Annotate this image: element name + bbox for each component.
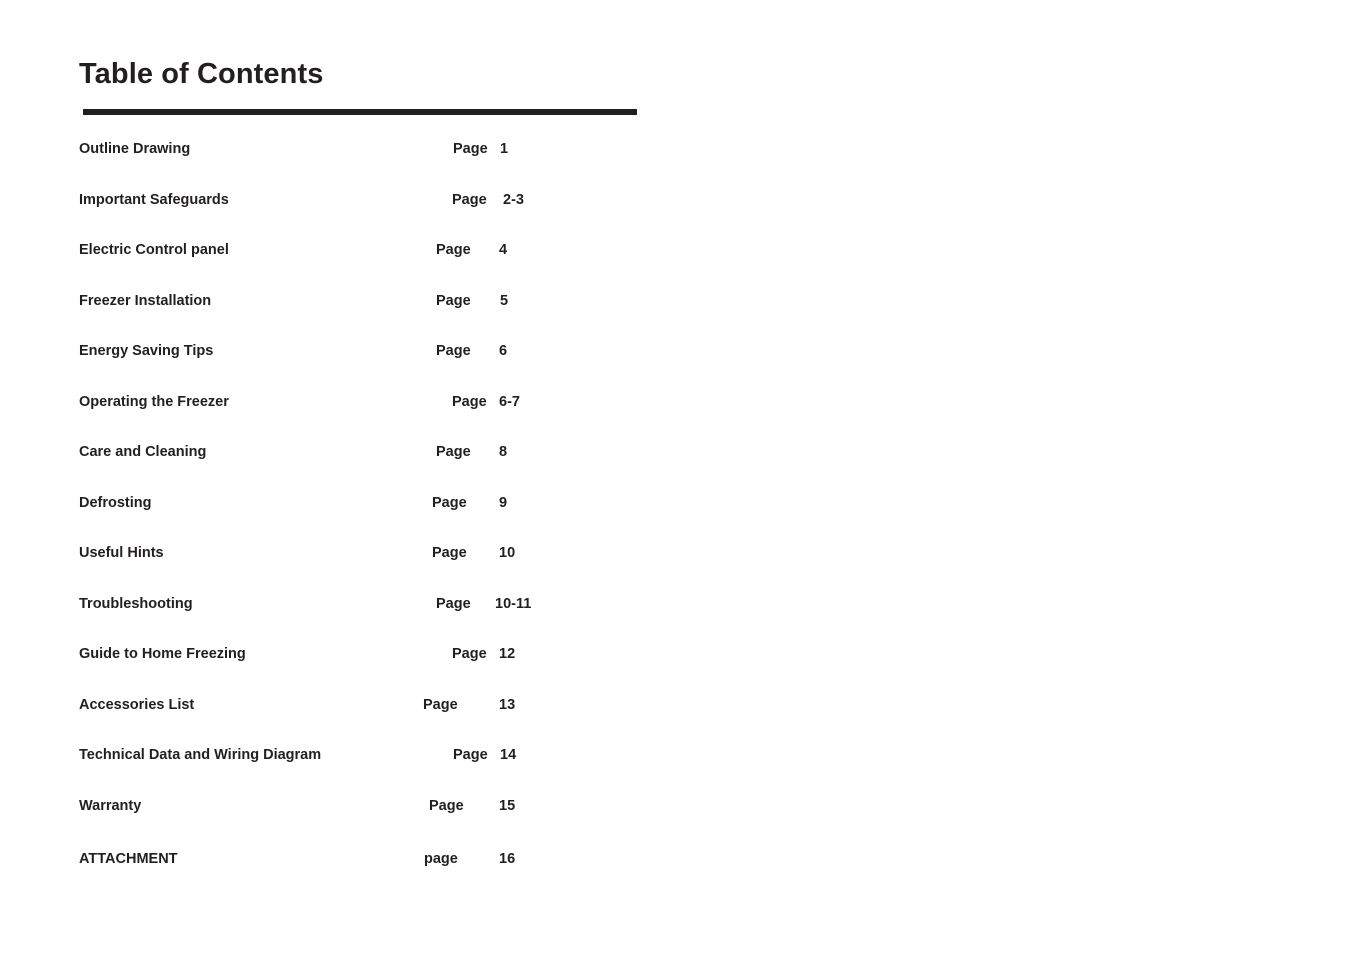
toc-entry-title: Energy Saving Tips — [79, 343, 214, 359]
toc-page-number: 1 — [500, 141, 509, 157]
toc-entry-title: Operating the Freezer — [79, 394, 229, 410]
toc-page-label: Page — [436, 596, 471, 612]
toc-entry-title: Guide to Home Freezing — [79, 646, 246, 662]
toc-entry-title: Electric Control panel — [79, 242, 229, 258]
toc-page-number: 15 — [499, 798, 516, 814]
toc-entry[interactable] — [0, 291, 700, 311]
toc-entry-title: Defrosting — [79, 495, 152, 511]
toc-entry[interactable] — [0, 190, 700, 210]
toc-entry[interactable] — [0, 849, 700, 869]
toc-page-number: 4 — [499, 242, 508, 258]
page-title: Table of Contents — [79, 58, 324, 90]
toc-entry-title: ATTACHMENT — [79, 851, 178, 867]
toc-entry[interactable] — [0, 442, 700, 462]
toc-entry[interactable] — [0, 695, 700, 715]
toc-entry-title: Outline Drawing — [79, 141, 191, 157]
toc-entry[interactable] — [0, 392, 700, 412]
toc-page-number: 13 — [499, 697, 516, 713]
toc-entry-title: Freezer Installation — [79, 293, 212, 309]
toc-entry-title: Accessories List — [79, 697, 195, 713]
toc-page-label: Page — [432, 495, 467, 511]
toc-entry-title: Important Safeguards — [79, 192, 229, 208]
toc-entry-title: Troubleshooting — [79, 596, 193, 612]
toc-page-label: Page — [436, 293, 471, 309]
toc-entry[interactable] — [0, 594, 700, 614]
toc-page-number: 5 — [500, 293, 509, 309]
toc-entry-title: Warranty — [79, 798, 142, 814]
toc-page-number: 12 — [499, 646, 516, 662]
toc-page-label: Page — [436, 444, 471, 460]
toc-entry-title: Care and Cleaning — [79, 444, 207, 460]
toc-page-number: 16 — [499, 851, 516, 867]
toc-entry[interactable] — [0, 745, 700, 765]
toc-page-label: Page — [436, 242, 471, 258]
toc-page-number: 9 — [499, 495, 508, 511]
toc-page-number: 14 — [500, 747, 517, 763]
toc-page-label: Page — [436, 343, 471, 359]
toc-page-label: Page — [429, 798, 464, 814]
toc-entry-title: Useful Hints — [79, 545, 164, 561]
toc-page-number: 6-7 — [499, 394, 520, 410]
toc-entry[interactable] — [0, 341, 700, 361]
toc-page-label: page — [424, 851, 458, 867]
toc-page-number: 8 — [499, 444, 508, 460]
toc-page-number: 6 — [499, 343, 508, 359]
toc-page-label: Page — [452, 646, 487, 662]
toc-entry[interactable] — [0, 796, 700, 816]
toc-page-label: Page — [452, 394, 487, 410]
toc-entry[interactable] — [0, 644, 700, 664]
toc-page-number: 10 — [499, 545, 516, 561]
toc-page-label: Page — [423, 697, 458, 713]
toc-page-number: 2-3 — [503, 192, 524, 208]
toc-entry[interactable] — [0, 543, 700, 563]
toc-page-label: Page — [453, 141, 488, 157]
toc-entry[interactable] — [0, 493, 700, 513]
toc-page-label: Page — [453, 747, 488, 763]
toc-page-number: 10-11 — [495, 596, 532, 612]
toc-page-label: Page — [432, 545, 467, 561]
toc-entry[interactable] — [0, 139, 700, 159]
toc-entry-title: Technical Data and Wiring Diagram — [79, 747, 322, 763]
title-divider — [83, 109, 637, 115]
toc-page-label: Page — [452, 192, 487, 208]
toc-entry[interactable] — [0, 240, 700, 260]
